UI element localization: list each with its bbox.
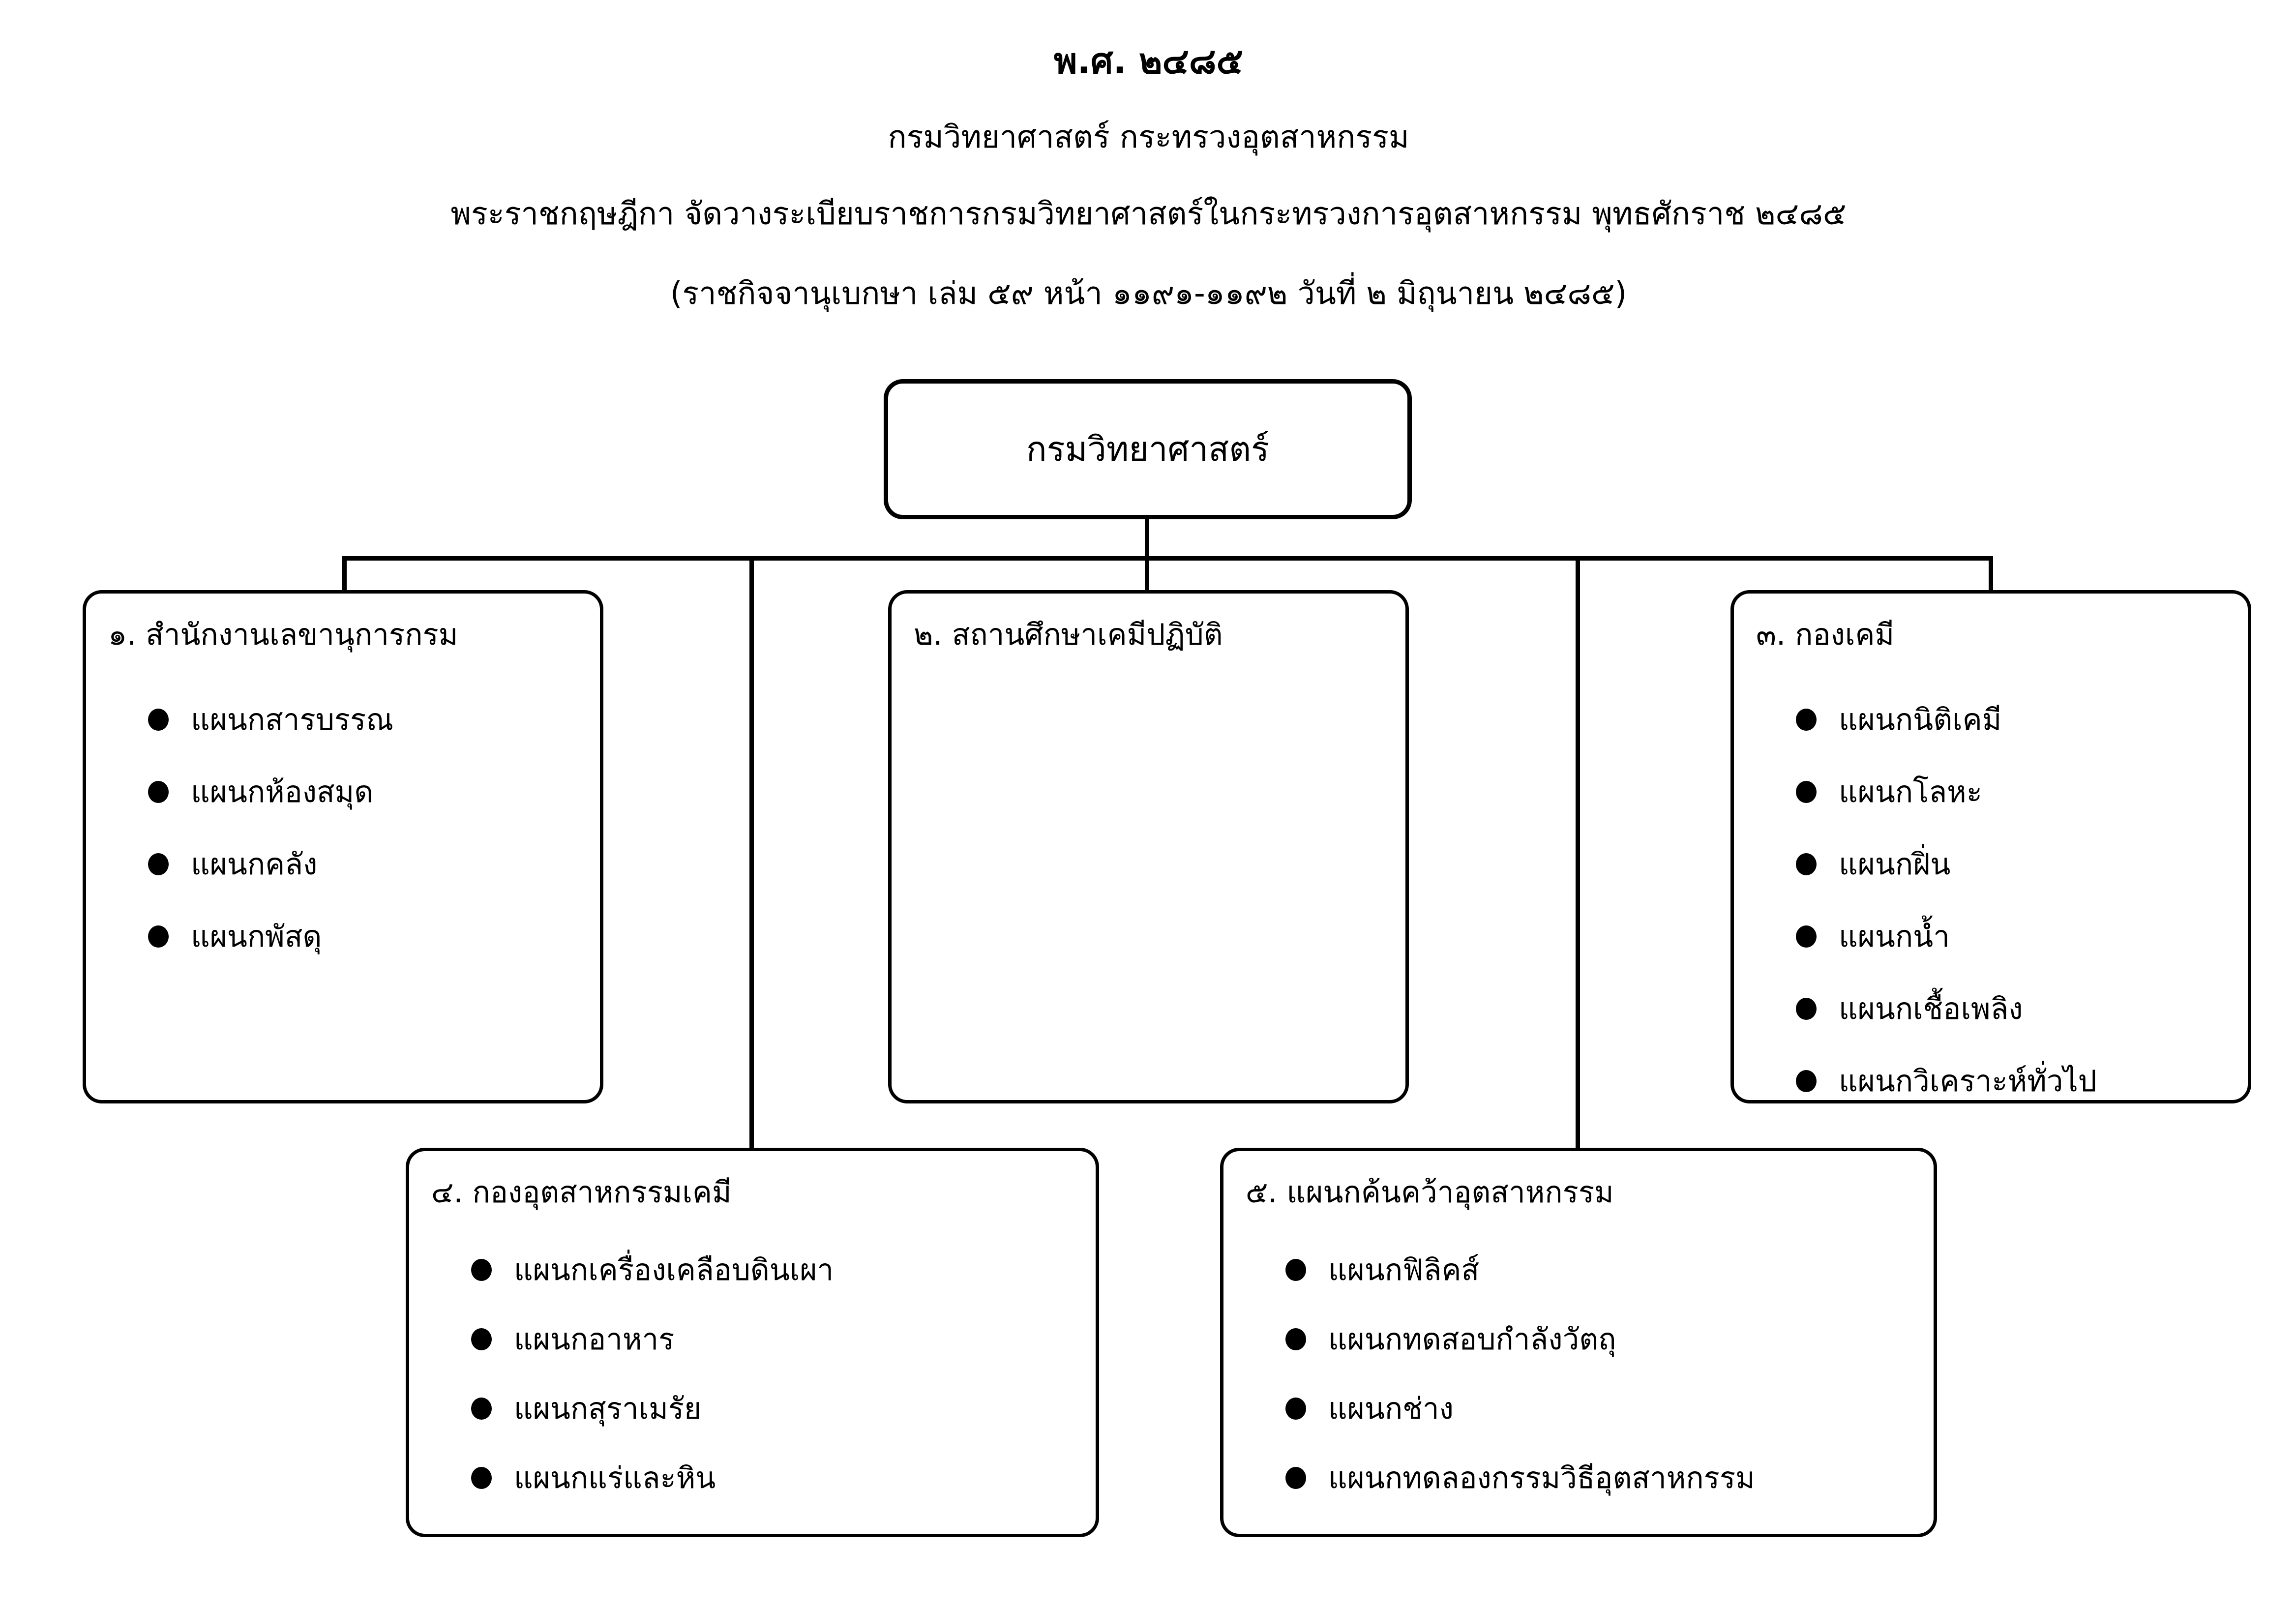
bullet-icon [1796,781,1817,803]
org-unit-list [1223,1235,1934,1513]
bullet-icon [471,1398,492,1420]
org-unit-item [1285,1374,1925,1443]
org-unit-item [148,828,591,900]
org-unit-label: แผนกฟิลิคส์ [1328,1253,1480,1287]
org-unit-label: แผนกคลัง [191,847,318,882]
org-unit-item [471,1305,1087,1374]
org-unit-label: แผนกแร่และหิน [514,1461,716,1495]
bullet-icon [471,1467,492,1489]
org-unit-label: แผนกฝิ่น [1839,847,1951,882]
bullet-icon [1285,1328,1306,1350]
bullet-icon [471,1328,492,1350]
org-unit-label: แผนกเชื้อเพลิง [1839,992,2023,1026]
org-box-secretariat [83,590,603,1103]
org-unit-list [86,684,600,973]
bullet-icon [148,925,169,948]
org-unit-label: แผนกสุราเมรัย [514,1392,702,1426]
org-box-industrial-research-section [1220,1148,1937,1537]
org-unit-label: แผนกพัสดุ [191,920,322,954]
org-unit-item [471,1374,1087,1443]
org-box-chemistry-school [888,590,1409,1103]
connector-drop-box5 [1576,556,1580,1149]
org-unit-label: แผนกโลหะ [1839,775,1982,809]
connector-drop-box3 [1989,556,1993,592]
bullet-icon [1285,1467,1306,1489]
org-unit-label: แผนกนิติเคมี [1839,703,2002,737]
org-unit-item [1285,1443,1925,1513]
org-unit-label: แผนกทดสอบกำลังวัตถุ [1328,1322,1616,1357]
org-box-title: ๓. กองเคมี [1756,618,1895,652]
org-unit-label: แผนกสารบรรณ [191,703,393,737]
org-unit-item [471,1443,1087,1513]
org-unit-label: แผนกน้ำ [1839,920,1950,954]
org-unit-label: แผนกห้องสมุด [191,775,374,809]
bullet-icon [148,709,169,731]
org-unit-item [1796,973,2239,1045]
chart-decree-title: พระราชกฤษฎีกา จัดวางระเบียบราชการกรมวิทยาศาสตร์ในกระทรวงการอุตสาหกรรม พุทธศักราช ๒๔๘๕ [450,196,1847,232]
connector-horizontal-bus [344,556,1993,561]
org-box-chemistry-division [1730,590,2251,1103]
chart-year-title: พ.ศ. ๒๔๘๕ [1054,40,1243,82]
bullet-icon [471,1259,492,1281]
org-unit-label: แผนกช่าง [1328,1392,1454,1426]
bullet-icon [1285,1259,1306,1281]
org-unit-list [409,1235,1096,1513]
org-unit-item [148,756,591,828]
bullet-icon [1285,1398,1306,1420]
root-node-label: กรมวิทยาศาสตร์ [1026,430,1270,469]
bullet-icon [148,781,169,803]
org-box-title: ๕. แผนกค้นคว้าอุตสาหกรรม [1246,1175,1614,1210]
org-unit-label: แผนกวิเคราะห์ทั่วไป [1839,1064,2097,1099]
org-box-title: ๔. กองอุตสาหกรรมเคมี [431,1175,732,1210]
root-node-box [884,379,1412,519]
chart-department-title: กรมวิทยาศาสตร์ กระทรวงอุตสาหกรรม [888,119,1409,155]
bullet-icon [1796,853,1817,875]
connector-drop-box4 [749,556,754,1149]
org-unit-item [1796,828,2239,900]
org-unit-item [1796,1045,2239,1117]
bullet-icon [1796,709,1817,731]
bullet-icon [1796,998,1817,1020]
connector-drop-box1 [342,556,347,592]
org-unit-item [471,1235,1087,1305]
org-unit-label: แผนกอาหาร [514,1322,675,1357]
org-box-chemical-industry-division [406,1148,1099,1537]
bullet-icon [1796,1070,1817,1092]
bullet-icon [148,853,169,875]
org-unit-item [1796,684,2239,756]
org-unit-item [148,900,591,973]
org-unit-item [1796,900,2239,973]
org-unit-list [1734,684,2248,1117]
org-unit-item [1285,1235,1925,1305]
chart-gazette-reference: (ราชกิจจานุเบกษา เล่ม ๕๙ หน้า ๑๑๙๑-๑๑๙๒ วันที่ ๒ มิถุนายน ๒๔๘๕) [670,275,1627,311]
bullet-icon [1796,925,1817,948]
org-box-title: ๒. สถานศึกษาเคมีปฏิบัติ [914,618,1223,652]
org-unit-item [1285,1305,1925,1374]
org-unit-item [1796,756,2239,828]
org-unit-label: แผนกเครื่องเคลือบดินเผา [514,1253,834,1287]
connector-root-stub [1145,519,1149,558]
org-box-title: ๑. สำนักงานเลขานุการกรม [108,618,458,652]
connector-drop-box2 [1145,556,1149,592]
org-unit-item [148,684,591,756]
org-unit-label: แผนกทดลองกรรมวิธีอุตสาหกรรม [1328,1461,1755,1495]
